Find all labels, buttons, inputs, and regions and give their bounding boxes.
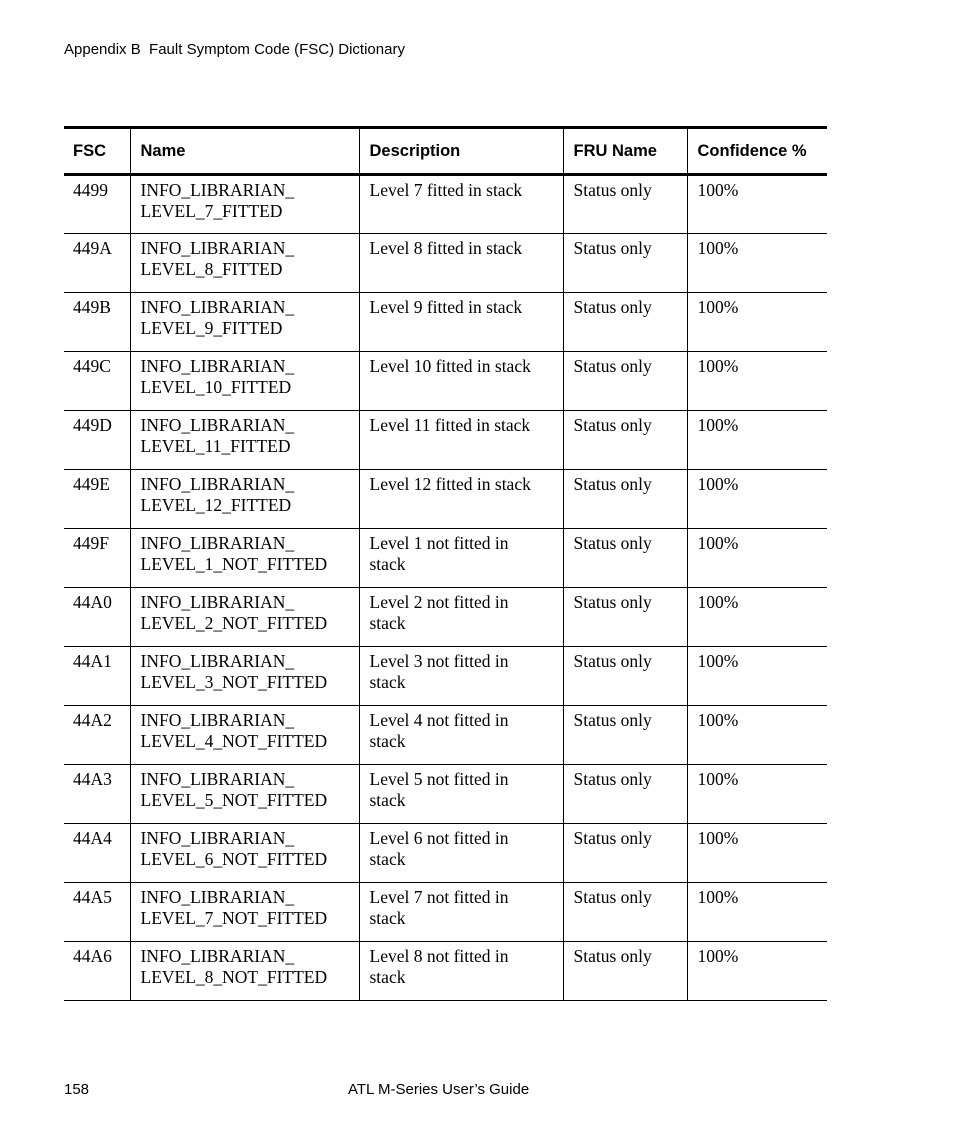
- cell-fsc-text: 44A6: [73, 946, 112, 966]
- cell-description: [359, 706, 563, 765]
- table-row: [64, 175, 827, 234]
- table-row: [64, 529, 827, 588]
- cell-fsc-text: 4499: [73, 180, 108, 200]
- cell-description-text: stack: [369, 613, 406, 633]
- cell-confidence-text: 100%: [697, 297, 739, 317]
- cell-description: [359, 175, 563, 234]
- cell-fru-name: [563, 352, 687, 411]
- cell-fsc-text: 449D: [73, 415, 112, 435]
- cell-fru-name-text: Status only: [573, 356, 652, 376]
- cell-fru-name-text: Status only: [573, 180, 652, 200]
- cell-fru-name: [563, 470, 687, 529]
- cell-name-text: INFO_LIBRARIAN_: [140, 238, 295, 258]
- cell-description: [359, 647, 563, 706]
- cell-confidence: [687, 352, 827, 411]
- cell-description-text: Level 8 fitted in stack: [369, 238, 523, 258]
- cell-name-text: INFO_LIBRARIAN_: [140, 180, 295, 200]
- cell-description-text: Level 7 not fitted in: [369, 887, 509, 907]
- cell-name-text: LEVEL_4_NOT_FITTED: [140, 731, 328, 751]
- cell-description-text: Level 6 not fitted in: [369, 828, 509, 848]
- cell-confidence: [687, 175, 827, 234]
- table-row: [64, 234, 827, 293]
- cell-fsc: [64, 765, 130, 824]
- cell-description: [359, 824, 563, 883]
- cell-description-text: stack: [369, 672, 406, 692]
- cell-fsc: [64, 175, 130, 234]
- cell-fru-name: [563, 175, 687, 234]
- cell-confidence-text: 100%: [697, 710, 739, 730]
- cell-fru-name-text: Status only: [573, 592, 652, 612]
- cell-name-text: INFO_LIBRARIAN_: [140, 356, 295, 376]
- running-header: Appendix B Fault Symptom Code (FSC) Dictionary: [64, 41, 405, 58]
- cell-fsc: [64, 293, 130, 352]
- cell-description-text: stack: [369, 908, 406, 928]
- cell-fsc-text: 449F: [73, 533, 109, 553]
- cell-name-text: INFO_LIBRARIAN_: [140, 474, 295, 494]
- cell-fru-name-text: Status only: [573, 297, 652, 317]
- cell-fru-name-text: Status only: [573, 828, 652, 848]
- cell-confidence-text: 100%: [697, 592, 739, 612]
- cell-name-text: INFO_LIBRARIAN_: [140, 946, 295, 966]
- column-header-name: Name: [130, 128, 359, 175]
- cell-description-text: Level 1 not fitted in: [369, 533, 509, 553]
- cell-confidence: [687, 647, 827, 706]
- cell-description-text: Level 3 not fitted in: [369, 651, 509, 671]
- cell-name-text: LEVEL_7_NOT_FITTED: [140, 908, 328, 928]
- column-header-confidence: Confidence %: [687, 128, 827, 175]
- cell-fru-name: [563, 647, 687, 706]
- cell-name-text: INFO_LIBRARIAN_: [140, 887, 295, 907]
- cell-description-text: Level 12 fitted in stack: [369, 474, 531, 494]
- cell-description: [359, 942, 563, 1001]
- column-header-description: Description: [359, 128, 563, 175]
- cell-name-text: LEVEL_5_NOT_FITTED: [140, 790, 328, 810]
- cell-fru-name: [563, 588, 687, 647]
- cell-fsc-text: 449A: [73, 238, 112, 258]
- cell-confidence-text: 100%: [697, 180, 739, 200]
- cell-fsc: [64, 529, 130, 588]
- cell-fru-name-text: Status only: [573, 651, 652, 671]
- cell-description-text: Level 4 not fitted in: [369, 710, 509, 730]
- cell-fsc: [64, 352, 130, 411]
- table-row: [64, 470, 827, 529]
- cell-fru-name: [563, 234, 687, 293]
- cell-confidence: [687, 824, 827, 883]
- cell-name-text: INFO_LIBRARIAN_: [140, 592, 295, 612]
- cell-name-text: LEVEL_11_FITTED: [140, 436, 291, 456]
- cell-name: [130, 529, 359, 588]
- cell-description: [359, 470, 563, 529]
- cell-fru-name: [563, 765, 687, 824]
- cell-confidence: [687, 942, 827, 1001]
- cell-name-text: LEVEL_1_NOT_FITTED: [140, 554, 328, 574]
- cell-fsc: [64, 706, 130, 765]
- cell-fsc: [64, 824, 130, 883]
- cell-name: [130, 588, 359, 647]
- cell-name: [130, 293, 359, 352]
- cell-confidence: [687, 529, 827, 588]
- cell-confidence: [687, 470, 827, 529]
- cell-fsc-text: 449B: [73, 297, 111, 317]
- cell-fru-name-text: Status only: [573, 415, 652, 435]
- table-row: [64, 293, 827, 352]
- cell-fru-name-text: Status only: [573, 710, 652, 730]
- cell-name-text: LEVEL_8_FITTED: [140, 259, 283, 279]
- cell-description-text: Level 11 fitted in stack: [369, 415, 531, 435]
- cell-description-text: stack: [369, 790, 406, 810]
- cell-name: [130, 411, 359, 470]
- footer-title: ATL M-Series User’s Guide: [348, 1081, 530, 1098]
- cell-confidence-text: 100%: [697, 238, 739, 258]
- cell-name-text: INFO_LIBRARIAN_: [140, 651, 295, 671]
- cell-description: [359, 411, 563, 470]
- table-row: [64, 942, 827, 1001]
- table-row: [64, 647, 827, 706]
- cell-name: [130, 942, 359, 1001]
- cell-name: [130, 647, 359, 706]
- cell-fsc-text: 449E: [73, 474, 110, 494]
- cell-fru-name-text: Status only: [573, 887, 652, 907]
- cell-fru-name: [563, 883, 687, 942]
- cell-description: [359, 529, 563, 588]
- cell-confidence: [687, 706, 827, 765]
- cell-name-text: LEVEL_7_FITTED: [140, 201, 283, 221]
- cell-name-text: INFO_LIBRARIAN_: [140, 710, 295, 730]
- cell-name-text: LEVEL_9_FITTED: [140, 318, 283, 338]
- table-row: [64, 706, 827, 765]
- cell-description-text: Level 10 fitted in stack: [369, 356, 531, 376]
- cell-fru-name: [563, 411, 687, 470]
- cell-description-text: stack: [369, 967, 406, 987]
- cell-confidence-text: 100%: [697, 415, 739, 435]
- cell-description-text: Level 9 fitted in stack: [369, 297, 523, 317]
- cell-confidence: [687, 411, 827, 470]
- cell-confidence: [687, 234, 827, 293]
- cell-fru-name-text: Status only: [573, 769, 652, 789]
- cell-name: [130, 175, 359, 234]
- cell-description: [359, 883, 563, 942]
- cell-name-text: INFO_LIBRARIAN_: [140, 828, 295, 848]
- cell-name: [130, 824, 359, 883]
- table-row: [64, 765, 827, 824]
- cell-fsc: [64, 883, 130, 942]
- cell-fsc: [64, 411, 130, 470]
- cell-confidence-text: 100%: [697, 887, 739, 907]
- table-row: [64, 883, 827, 942]
- cell-name-text: LEVEL_12_FITTED: [140, 495, 292, 515]
- cell-name-text: LEVEL_10_FITTED: [140, 377, 292, 397]
- cell-name-text: LEVEL_8_NOT_FITTED: [140, 967, 328, 987]
- cell-fsc: [64, 588, 130, 647]
- cell-confidence: [687, 588, 827, 647]
- table-body: [64, 175, 827, 1001]
- cell-name-text: LEVEL_3_NOT_FITTED: [140, 672, 328, 692]
- cell-description-text: stack: [369, 554, 406, 574]
- cell-confidence-text: 100%: [697, 828, 739, 848]
- fsc-table: [64, 126, 827, 1001]
- cell-confidence: [687, 293, 827, 352]
- cell-confidence-text: 100%: [697, 533, 739, 553]
- cell-fru-name-text: Status only: [573, 474, 652, 494]
- cell-description-text: Level 2 not fitted in: [369, 592, 509, 612]
- cell-name-text: INFO_LIBRARIAN_: [140, 769, 295, 789]
- cell-fru-name: [563, 529, 687, 588]
- table-row: [64, 411, 827, 470]
- cell-fru-name: [563, 706, 687, 765]
- cell-description: [359, 765, 563, 824]
- cell-confidence-text: 100%: [697, 651, 739, 671]
- cell-confidence: [687, 765, 827, 824]
- cell-fsc-text: 44A0: [73, 592, 112, 612]
- cell-name: [130, 352, 359, 411]
- cell-confidence-text: 100%: [697, 474, 739, 494]
- cell-fru-name: [563, 824, 687, 883]
- cell-name-text: INFO_LIBRARIAN_: [140, 533, 295, 553]
- cell-name-text: INFO_LIBRARIAN_: [140, 415, 295, 435]
- column-header-fru-name: FRU Name: [563, 128, 687, 175]
- cell-fru-name: [563, 942, 687, 1001]
- cell-fsc: [64, 647, 130, 706]
- cell-fru-name: [563, 293, 687, 352]
- cell-name-text: LEVEL_2_NOT_FITTED: [140, 613, 328, 633]
- cell-confidence-text: 100%: [697, 356, 739, 376]
- cell-fsc-text: 44A1: [73, 651, 112, 671]
- cell-fsc-text: 44A2: [73, 710, 112, 730]
- cell-fsc: [64, 942, 130, 1001]
- cell-fru-name-text: Status only: [573, 533, 652, 553]
- cell-fsc-text: 44A3: [73, 769, 112, 789]
- cell-name-text: LEVEL_6_NOT_FITTED: [140, 849, 328, 869]
- page-number: 158: [64, 1081, 90, 1098]
- cell-fru-name-text: Status only: [573, 238, 652, 258]
- cell-name: [130, 765, 359, 824]
- cell-fsc-text: 44A4: [73, 828, 112, 848]
- cell-fru-name-text: Status only: [573, 946, 652, 966]
- cell-description-text: Level 5 not fitted in: [369, 769, 509, 789]
- cell-name: [130, 706, 359, 765]
- cell-confidence-text: 100%: [697, 946, 739, 966]
- cell-name: [130, 883, 359, 942]
- table-row: [64, 352, 827, 411]
- cell-fsc-text: 449C: [73, 356, 111, 376]
- cell-description-text: stack: [369, 731, 406, 751]
- table-row: [64, 824, 827, 883]
- cell-name: [130, 470, 359, 529]
- table-row: [64, 588, 827, 647]
- cell-fsc: [64, 470, 130, 529]
- cell-description: [359, 234, 563, 293]
- cell-fsc: [64, 234, 130, 293]
- cell-name-text: INFO_LIBRARIAN_: [140, 297, 295, 317]
- cell-description: [359, 293, 563, 352]
- column-header-fsc: FSC: [64, 128, 130, 175]
- cell-confidence-text: 100%: [697, 769, 739, 789]
- cell-description: [359, 588, 563, 647]
- cell-name: [130, 234, 359, 293]
- cell-description-text: Level 8 not fitted in: [369, 946, 509, 966]
- cell-description-text: stack: [369, 849, 406, 869]
- cell-confidence: [687, 883, 827, 942]
- cell-description: [359, 352, 563, 411]
- table-header-row: [64, 128, 827, 175]
- cell-description-text: Level 7 fitted in stack: [369, 180, 523, 200]
- cell-fsc-text: 44A5: [73, 887, 112, 907]
